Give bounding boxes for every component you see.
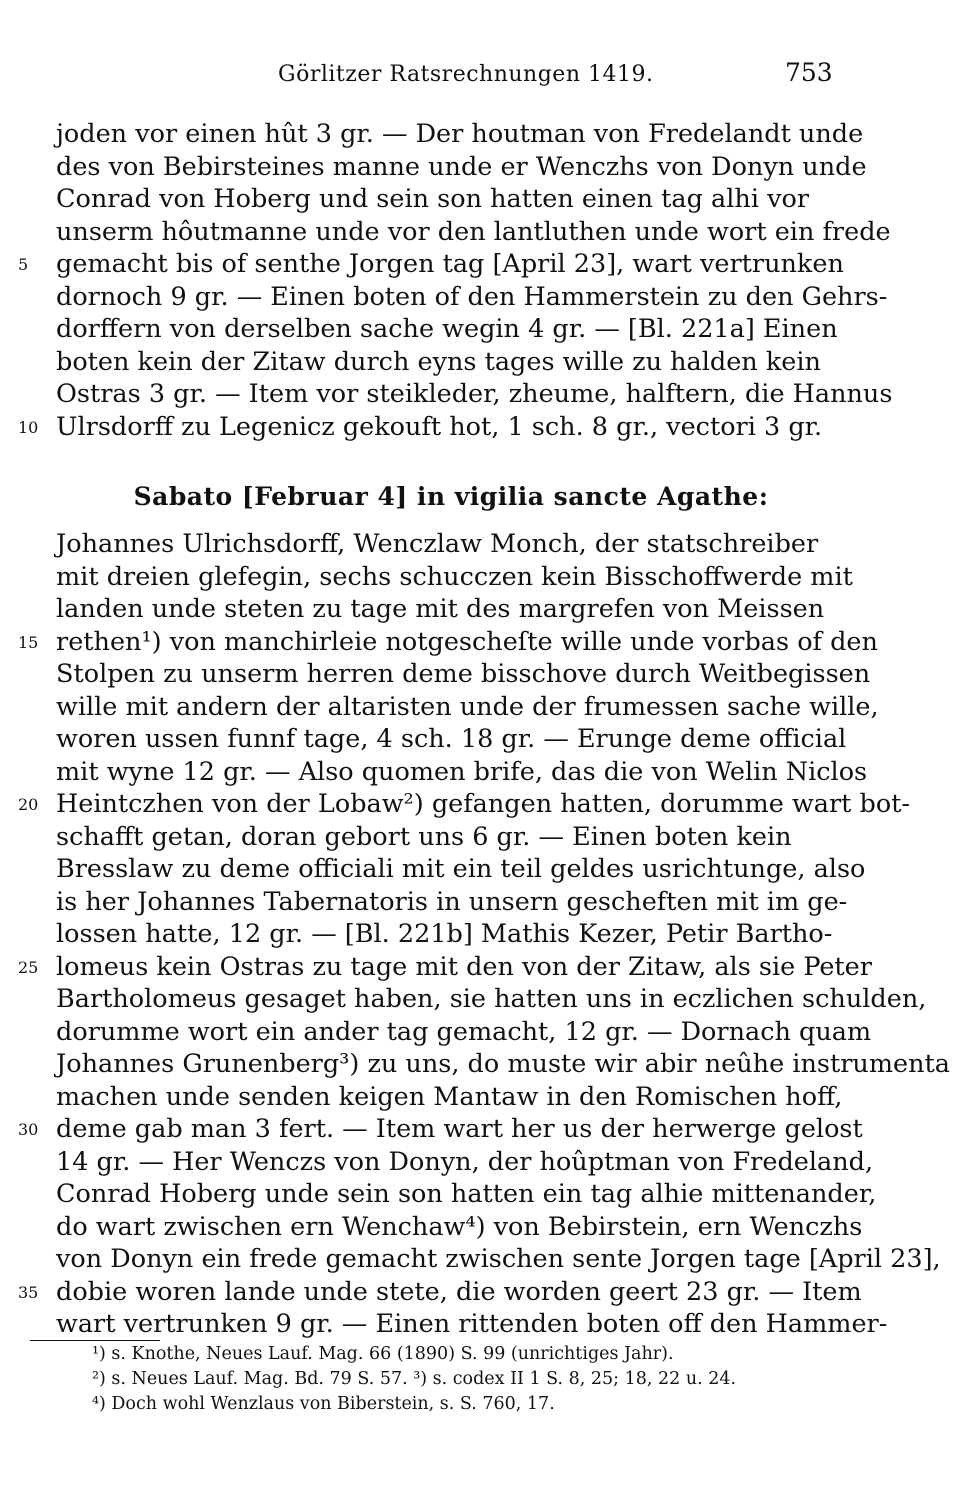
text-line xyxy=(56,918,846,951)
text-line xyxy=(18,411,846,444)
footnotes xyxy=(92,1342,852,1417)
line-text: deme gab man 3 fert. — Item wart her us der herwerge gelost xyxy=(56,1114,863,1144)
text-line xyxy=(56,691,879,724)
line-number: 5 xyxy=(18,255,29,274)
text-line xyxy=(56,151,867,184)
line-text: Johannes Grunenberg³) zu uns, do muste wir abir neûhe instrumenta xyxy=(56,1049,950,1079)
line-text: Ostras 3 gr. — Item vor steikleder, zheume, halftern, die Hannus xyxy=(56,379,893,409)
line-text: do wart zwischen ern Wenchaw⁴) von Bebirstein, ern Wenczhs xyxy=(56,1211,863,1242)
line-text: dornoch 9 gr. — Einen boten of den Hammerstein zu den Gehrs- xyxy=(56,281,888,312)
text-line xyxy=(56,756,868,789)
text-line xyxy=(56,886,846,919)
text-line xyxy=(18,626,878,659)
line-number: 20 xyxy=(18,795,39,814)
text-line xyxy=(56,1308,888,1341)
line-text: unserm hôutmanne unde vor den lantluthen unde wort ein frede xyxy=(56,216,891,247)
line-text: 14 gr. — Her Wenczs von Donyn, der hoûptman von Fredeland, xyxy=(56,1146,874,1177)
text-line xyxy=(18,1113,863,1146)
text-line xyxy=(18,248,846,281)
text-line xyxy=(56,1243,941,1276)
line-text: Heintczhen von der Lobaw²) gefangen hatten, dorumme wart bot- xyxy=(56,789,911,819)
line-text: von Donyn ein frede gemacht zwischen sente Jorgen tage [April 23], xyxy=(56,1244,941,1274)
paragraph-before-heading xyxy=(18,118,893,443)
line-text: machen unde senden keigen Mantaw in den Romischen hoff, xyxy=(56,1081,843,1112)
text-line xyxy=(56,118,864,151)
body-text xyxy=(18,118,950,1339)
text-line xyxy=(56,1016,872,1049)
text-line xyxy=(56,528,846,561)
line-text: boten kein der Zitaw durch eyns tages wille zu halden kein xyxy=(56,346,821,377)
text-line xyxy=(56,216,891,249)
line-text: lossen hatte, 12 gr. — [Bl. 221b] Mathis Kezer, Petir Bartho- xyxy=(56,919,833,949)
line-text: Ulrsdorff zu Legenicz gekouft hot, 1 sch. 8 gr., vectori 3 gr. xyxy=(56,411,823,442)
footnote-divider xyxy=(30,1340,160,1341)
line-text: Bresslaw zu deme officiali mit ein teil geldes usrichtunge, also xyxy=(56,854,866,884)
footnote: ²) s. Neues Lauf. Mag. Bd. 79 S. 57. ³) s. codex II 1 S. 8, 25; 18, 22 u. 24. xyxy=(92,1369,737,1389)
text-line xyxy=(56,723,846,756)
text-line xyxy=(56,983,927,1016)
line-text: mit dreien glefegin, sechs schucczen kein Bisschoffwerde mit xyxy=(56,561,853,592)
line-text: schafft getan, doran gebort uns 6 gr. — Einen boten kein xyxy=(56,821,792,852)
line-number: 35 xyxy=(18,1282,39,1302)
text-line xyxy=(56,1178,877,1211)
footnote: ¹) s. Knothe, Neues Lauf. Mag. 66 (1890) S. 99 (unrichtiges Jahr). xyxy=(92,1344,674,1364)
text-line xyxy=(56,658,871,691)
text-line xyxy=(56,1048,950,1081)
line-text: dorumme wort ein ander tag gemacht, 12 gr. — Dornach quam xyxy=(56,1016,872,1047)
line-text: wart vertrunken 9 gr. — Einen rittenden boten off den Hammer- xyxy=(56,1309,888,1339)
line-text: landen unde steten zu tage mit des margrefen von Meissen xyxy=(56,594,825,624)
line-text: Bartholomeus gesaget haben, sie hatten uns in eczlichen schulden, xyxy=(56,984,927,1014)
running-title: Görlitzer Ratsrechnungen 1419. xyxy=(278,62,654,87)
line-text: Johannes Ulrichsdorff, Wenczlaw Monch, der statschreiber xyxy=(56,529,819,559)
line-number: 10 xyxy=(18,417,39,437)
line-text: wille mit andern der altaristen unde der frumessen sache wille, xyxy=(56,691,879,722)
line-number: 25 xyxy=(18,957,39,977)
text-line xyxy=(56,378,893,411)
line-text: rethen¹) von manchirleie notgescheſte wille unde vorbas of den xyxy=(56,626,878,657)
line-number: 30 xyxy=(18,1120,39,1139)
line-text: is her Johannes Tabernatoris in unsern gescheften mit im ge- xyxy=(56,886,848,917)
text-line xyxy=(56,313,846,346)
page-number: 753 xyxy=(785,58,833,87)
paragraph-after-heading xyxy=(18,528,950,1341)
line-text: joden vor einen hût 3 gr. — Der houtman von Fredelandt unde xyxy=(56,119,864,149)
line-text: des von Bebirsteines manne unde er Wenczhs von Donyn unde xyxy=(56,151,867,182)
text-line xyxy=(56,281,888,314)
text-line xyxy=(56,1211,863,1244)
page-header xyxy=(0,58,960,98)
line-text: dorffern von derselben sache wegin 4 gr. — [Bl. 221a] Einen xyxy=(56,314,838,344)
line-text: dobie woren lande unde stete, die worden geert 23 gr. — Item xyxy=(56,1276,862,1307)
line-text: lomeus kein Ostras zu tage mit den von der Zitaw, als sie Peter xyxy=(56,951,872,982)
line-text: mit wyne 12 gr. — Also quomen brife, das die von Welin Niclos xyxy=(56,756,868,787)
text-line xyxy=(56,853,866,886)
text-line xyxy=(56,821,846,854)
text-line xyxy=(56,346,846,379)
text-line xyxy=(18,788,911,821)
line-text: Stolpen zu unserm herren deme bisschove durch Weitbegissen xyxy=(56,659,871,689)
text-line xyxy=(56,593,846,626)
text-line xyxy=(56,183,846,216)
text-line xyxy=(56,561,853,594)
footnote: ⁴) Doch wohl Wenzlaus von Biberstein, s. S. 760, 17. xyxy=(92,1394,555,1414)
line-text: Conrad Hoberg unde sein son hatten ein tag alhie mittenander, xyxy=(56,1179,877,1209)
text-line xyxy=(56,1146,874,1179)
line-text: gemacht bis of senthe Jorgen tag [April 23], wart vertrunken xyxy=(56,249,844,279)
line-text: Conrad von Hoberg und sein son hatten einen tag alhi vor xyxy=(56,184,810,214)
text-line xyxy=(18,1276,862,1309)
text-line xyxy=(18,951,872,984)
text-line xyxy=(56,1081,846,1114)
line-text: woren ussen funnf tage, 4 sch. 18 gr. — Erunge deme official xyxy=(56,724,847,754)
line-number: 15 xyxy=(18,632,39,652)
section-heading: Sabato [Februar 4] in vigilia sancte Agathe: xyxy=(133,482,769,511)
